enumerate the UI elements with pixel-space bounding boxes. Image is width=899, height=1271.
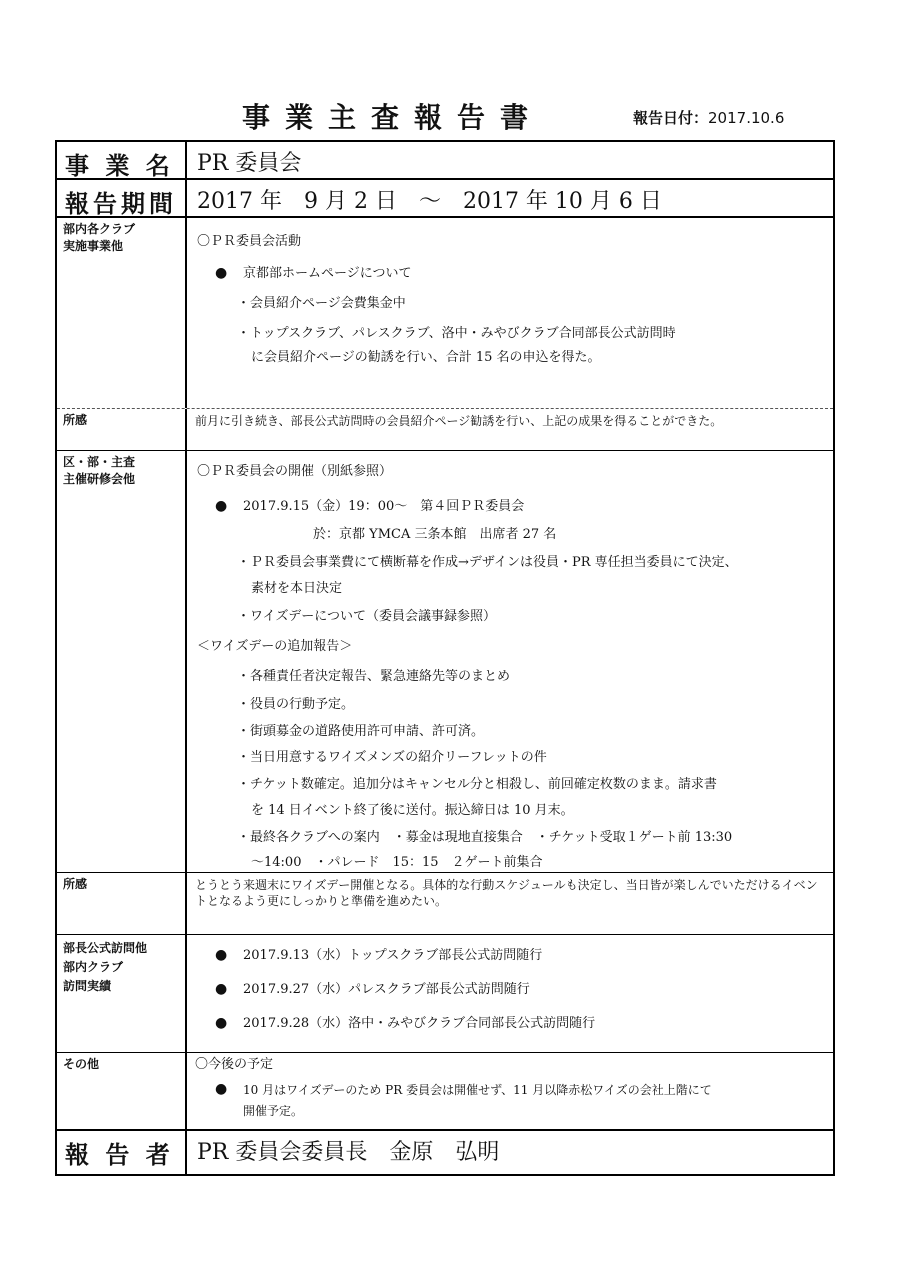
- other-heading: 〇今後の予定: [195, 1057, 274, 1072]
- bullet-icon: ●: [215, 498, 228, 514]
- addendum-item: ・チケット数確定。追加分はキャンセル分と相殺し、前回確定枚数のまま。請求書: [237, 777, 717, 792]
- addendum-item: ・当日用意するワイズメンズの紹介リーフレットの件: [237, 750, 547, 765]
- business-name-row: [57, 142, 833, 180]
- visit-item: 2017.9.27（水）パレスクラブ部長公式訪問随行: [243, 982, 530, 997]
- visits-label: 部長公式訪問他 部内クラブ 訪問実績: [57, 935, 187, 1052]
- business-name-label: 事 業 名: [57, 142, 187, 178]
- impression2-label: 所感: [57, 873, 187, 934]
- impression2-text: とうとう来週末にワイズデー開催となる。具体的な行動スケジュールも決定し、当日皆が楽しんでいただけるイベントとなるよう更にしっかりと準備を進めたい。: [195, 878, 818, 908]
- addendum-item: ・最終各クラブへの案内 ・募金は現地直接集合 ・チケット受取１ゲート前 13:30: [237, 830, 733, 845]
- reporter-label: 報 告 者: [57, 1131, 187, 1174]
- impression1-label: 所感: [57, 409, 187, 450]
- training-item: ・ＰＲ委員会事業費にて横断幕を作成→デザインは役員・PR 専任担当委員にて決定、: [237, 555, 738, 570]
- impression2-row: [57, 872, 833, 935]
- reporter-value: PR 委員会委員長 金原 弘明: [197, 1140, 500, 1165]
- report-period-label: 報告期間: [57, 180, 187, 216]
- training-item: 素材を本日決定: [251, 581, 343, 596]
- training-content: [187, 451, 833, 872]
- bullet-icon: ●: [215, 1081, 228, 1097]
- club-events-item: ・トップスクラブ、パレスクラブ、洛中・みやびクラブ合同部長公式訪問時: [237, 326, 676, 341]
- bullet-icon: ●: [215, 1015, 228, 1031]
- other-row: [57, 1053, 833, 1131]
- other-text-line2: 開催予定。: [243, 1104, 304, 1118]
- visits-row: [57, 935, 833, 1053]
- report-period-value: 2017 年 9 月 2 日 ～ 2017 年 10 月 6 日: [197, 189, 662, 214]
- reporter-row: [57, 1131, 833, 1174]
- bullet-icon: ●: [215, 947, 228, 963]
- club-events-label: 部内各クラブ 実施事業他: [57, 218, 187, 408]
- training-meeting: 2017.9.15（金）19：00～ 第４回ＰＲ委員会: [243, 499, 525, 514]
- addendum-item: ・役員の行動予定。: [237, 697, 355, 712]
- other-text-line1: 10 月はワイズデーのため PR 委員会は開催せず、11 月以降赤松ワイズの会社上階にて: [243, 1083, 712, 1097]
- visits-content: [187, 935, 833, 1052]
- addendum-item: ・街頭募金の道路使用許可申請、許可済。: [237, 724, 485, 739]
- other-content: [187, 1053, 833, 1129]
- report-date-value: 2017.10.6: [708, 109, 785, 127]
- addendum-item: を 14 日イベント終了後に送付。振込締日は 10 月末。: [251, 803, 574, 818]
- impression1-text: 前月に引き続き、部長公式訪問時の会員紹介ページ勧誘を行い、上記の成果を得ることができた。: [195, 414, 723, 428]
- training-venue: 於：京都 YMCA 三条本館 出席者 27 名: [313, 527, 557, 542]
- club-events-item: に会員紹介ページの勧誘を行い、合計 15 名の申込を得た。: [251, 350, 601, 365]
- club-events-heading: 〇ＰＲ委員会活動: [197, 234, 302, 249]
- club-events-row: [57, 218, 833, 409]
- addendum-heading: ＜ワイズデーの追加報告＞: [197, 639, 353, 654]
- other-label: その他: [57, 1053, 187, 1129]
- bullet-icon: ●: [215, 265, 228, 281]
- club-events-bullet: 京都部ホームページについて: [243, 266, 412, 281]
- training-item: ・ワイズデーについて（委員会議事録参照）: [237, 609, 496, 624]
- business-name-value: PR 委員会: [197, 151, 302, 176]
- report-date: [633, 107, 784, 128]
- bullet-icon: ●: [215, 981, 228, 997]
- document-title: 事業主査報告書: [242, 101, 544, 134]
- visit-item: 2017.9.13（水）トップスクラブ部長公式訪問随行: [243, 948, 543, 963]
- report-date-label: 報告日付：: [633, 109, 709, 127]
- training-heading: 〇ＰＲ委員会の開催（別紙参照）: [197, 464, 393, 479]
- visit-item: 2017.9.28（水）洛中・みやびクラブ合同部長公式訪問随行: [243, 1016, 596, 1031]
- training-label: 区・部・主査 主催研修会他: [57, 451, 187, 872]
- training-row: [57, 451, 833, 872]
- impression1-row: [57, 409, 833, 451]
- club-events-content: [187, 218, 833, 408]
- club-events-item: ・会員紹介ページ会費集金中: [237, 296, 406, 311]
- addendum-item: ～14:00 ・パレード 15：15 ２ゲート前集合: [251, 855, 543, 870]
- report-form: [55, 140, 835, 1176]
- report-period-row: [57, 180, 833, 218]
- addendum-item: ・各種責任者決定報告、緊急連絡先等のまとめ: [237, 669, 511, 684]
